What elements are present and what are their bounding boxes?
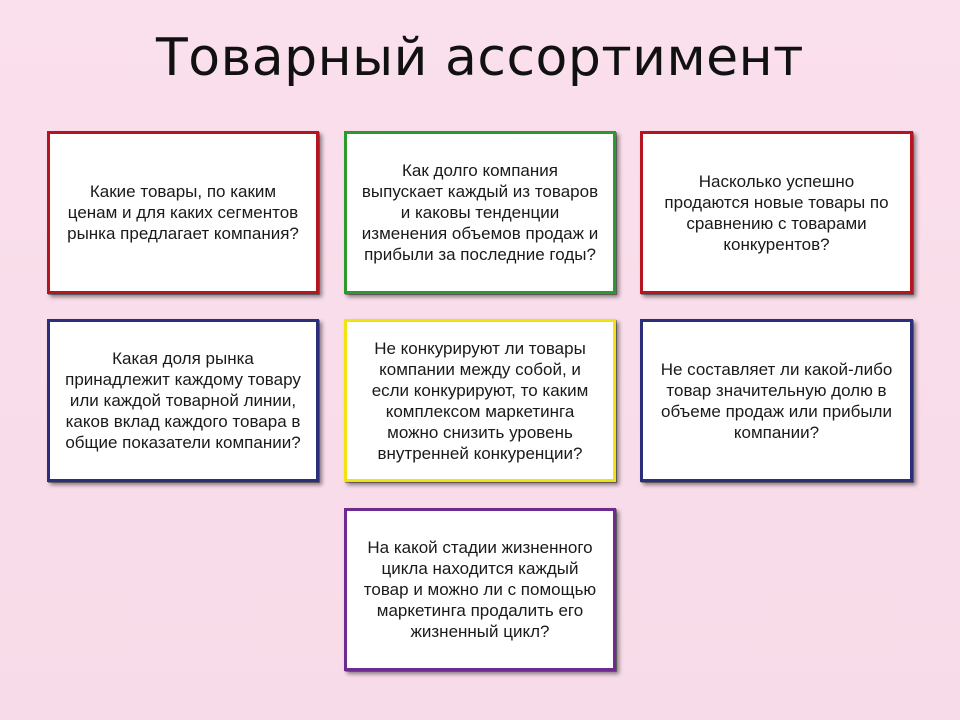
question-card-sales-trend bbox=[344, 131, 616, 294]
question-card-text: На какой стадии жизненного цикла находится каждый товар и можно ли с помощью маркетинга продалить его жизненный цикл? bbox=[363, 538, 597, 641]
question-card-text: Насколько успешно продаются новые товары по сравнению с товарами конкурентов? bbox=[664, 171, 889, 254]
question-card-sales-dependence bbox=[640, 319, 913, 482]
question-card-life-cycle bbox=[344, 508, 616, 671]
question-card-market-share bbox=[47, 319, 319, 482]
question-card-text: Не конкурируют ли товары компании между собой, и если конкурируют, то каким комплексом маркетинга можно снизить уровень внутренней конкуренции? bbox=[371, 338, 589, 463]
question-card-text: Какая доля рынка принадлежит каждому товару или каждой товарной линии, каков вклад каждого товара в общие показатели компании? bbox=[65, 349, 301, 452]
question-card-internal-competition bbox=[344, 319, 616, 482]
question-card-text: Как долго компания выпускает каждый из товаров и каковы тенденции изменения объемов продаж и прибыли за последние годы? bbox=[361, 161, 599, 264]
page-title: Товарный ассортимент bbox=[156, 28, 804, 88]
question-card-text: Какие товары, по каким ценам и для каких сегментов рынка предлагает компания? bbox=[67, 182, 299, 243]
question-card-offer bbox=[47, 131, 319, 294]
question-card-text: Не составляет ли какой-либо товар значительную долю в объеме продаж или прибыли компании? bbox=[660, 359, 893, 442]
question-card-new-products bbox=[640, 131, 913, 294]
